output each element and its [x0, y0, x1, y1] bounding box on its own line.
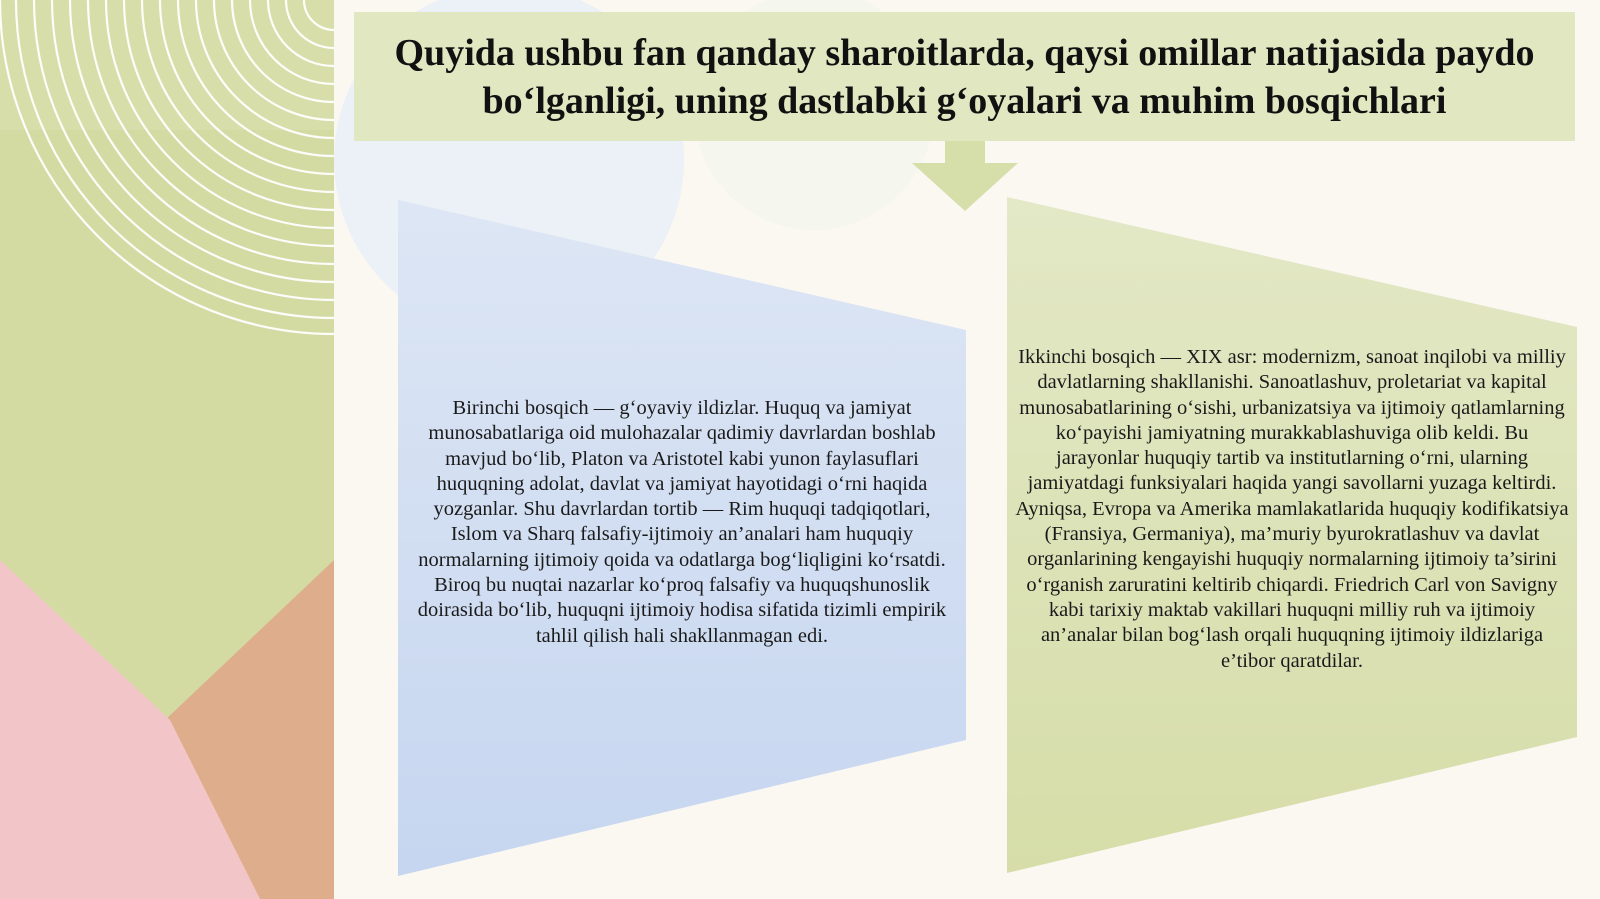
first-stage-text: Birinchi bosqich — g‘oyaviy ildizlar. Huquq va jamiyat munosabatlariga oid mulohazalar qadimiy davrlardan boshlab mavjud bo‘lib, Platon va Aristotel kabi yunon faylasuflari huquqning adolat, davlat va jamiyat hayotidagi o‘rni haqida yozganlar. Shu davrlardan tortib — Rim huquqi tadqiqotlari, Islom va Sharq falsafiy-ijtimoiy an’analari ham huquqiy normalarning ijtimoiy qoida va odatlarga bog‘liqligini ko‘rsatdi. Biroq bu nuqtai nazarlar ko‘proq falsafiy va huquqshunoslik doirasida bo‘lib, huquqni ijtimoiy hodisa sifatida tizimli empirik tahlil qilish hali shakllanmagan edi.: [417, 397, 947, 647]
decorative-left-artwork: [0, 0, 334, 899]
first-stage-panel: [398, 200, 966, 876]
second-stage-panel: [1007, 197, 1577, 873]
slide-title: Quyida ushbu fan qanday sharoitlarda, qaysi omillar natijasida paydo bo‘lganligi, uning dastlabki g‘oyalari va muhim bosqichlari: [394, 31, 1535, 122]
title-banner: [354, 12, 1575, 141]
second-stage-text: Ikkinchi bosqich — XIX asr: modernizm, sanoat inqilobi va milliy davlatlarning shakllanishi. Sanoatlashuv, proletariat va kapital munosabatlarining o‘sishi, urbanizatsiya va ijtimoiy qatlamlarning ko‘payishi jamiyatning murakkablashuviga olib keldi. Bu jarayonlar huquqiy tartib va institutlarning o‘rni, ularning jamiyatdagi funksiyalari haqida yangi savollarni yuzaga keltirdi. Ayniqsa, Evropa va Amerika mamlakatlarida huquqiy kodifikatsiya (Fransiya, Germaniya), ma’muriy byurokratlashuv va davlat organlarining kengayishi huquqiy normalarning ijtimoiy ta’sirini o‘rganish zaruratini keltirib chiqardi. Friedrich Carl von Savigny kabi tarixiy maktab vakillari huquqni milliy ruh va ijtimoiy an’analar bilan bog‘lash orqali huquqning ijtimoiy ildizlariga e’tibor qaratdilar.: [1015, 346, 1569, 672]
